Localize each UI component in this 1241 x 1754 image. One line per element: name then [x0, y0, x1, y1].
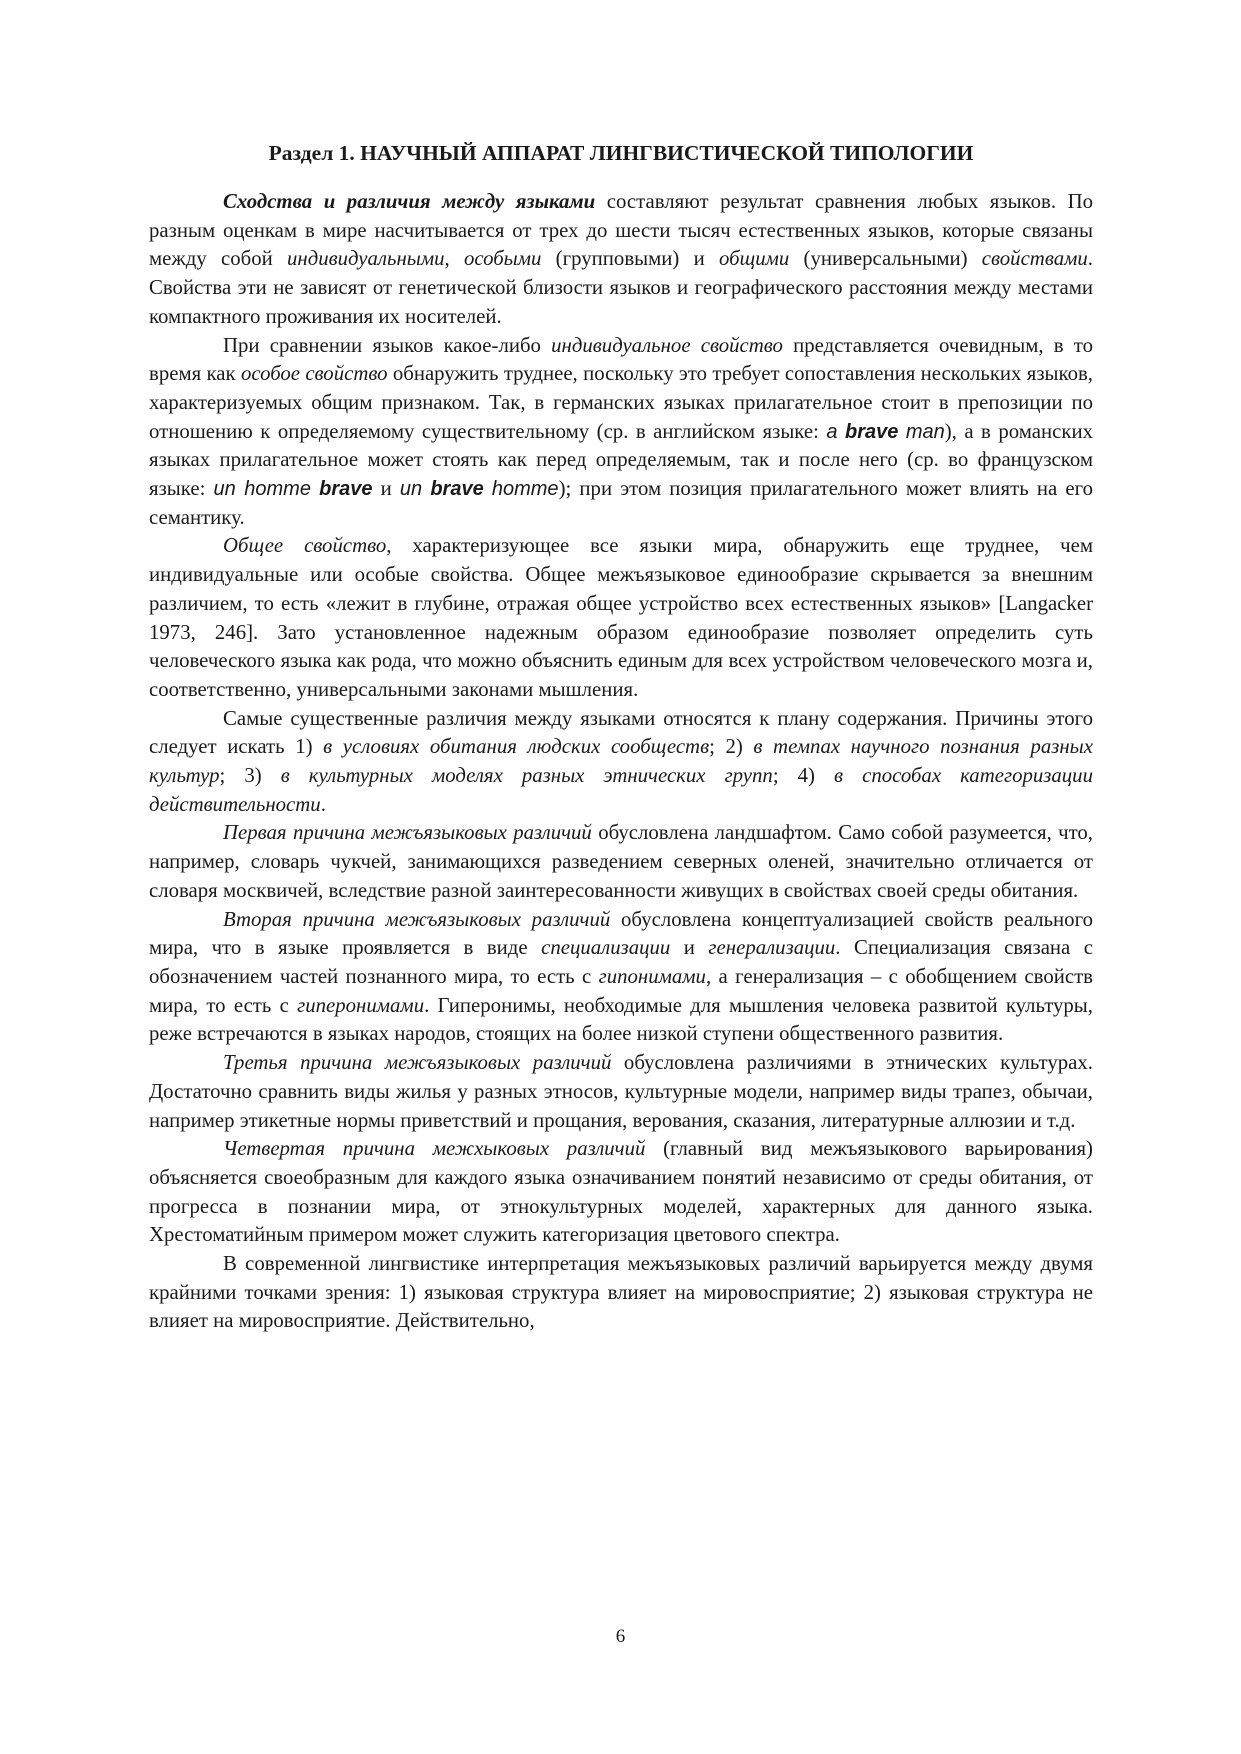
example-word: a — [826, 420, 838, 443]
term-emphasis: Сходства и различия между языками — [223, 190, 596, 213]
document-page — [149, 138, 1093, 1336]
example-word: homme — [491, 478, 559, 501]
paragraph-4: Самые существенные различия между языками относятся к плану содержания. Причины этого следует искать 1) в условиях обитания людских сообществ; 2) в темпах научного познания разных культур; 3) в культурных моделях разных этнических групп; 4) в способах категоризации действительности. — [149, 706, 1093, 816]
section-heading: Раздел 1. НАУЧНЫЙ АППАРАТ ЛИНГВИСТИЧЕСКОЙ ТИПОЛОГИИ — [268, 141, 974, 165]
example-word: un homme — [213, 478, 311, 501]
example-word-bold: brave — [844, 420, 899, 443]
example-word: man — [905, 420, 945, 443]
paragraph-2: При сравнении языков какое-либо индивидуальное свойство представляется очевидным, в то время как особое свойство обнаружить труднее, поскольку это требует сопоставления нескольких языков, характеризуемых общим признаком. Так, в германских языках прилагательное стоит в препозиции по отношению к определяемому существительному (ср. в английском языке: a brave man), а в романских языках прилагательное может стоять как перед определяемым, так и после него (ср. во французском языке: un homme brave и un brave homme); при этом позиция прилагательного может влиять на его семантику. — [149, 333, 1094, 529]
paragraph-9: В современной лингвистике интерпретация межъязыковых различий варьируется между двумя крайними точками зрения: 1) языковая структура влияет на мировосприятие; 2) языковая структура не влияет на мировосприятие. Действительно, — [149, 1252, 1093, 1333]
page-number: 6 — [615, 1626, 626, 1647]
example-word-bold: brave — [319, 478, 373, 501]
paragraph-5: Первая причина межъязыковых различий обусловлена ландшафтом. Само собой разумеется, что, например, словарь чукчей, занимающихся разведением северных оленей, значительно отличается от словаря москвичей, вследствие разной заинтересованности живущих в свойствах своей среды обитания. — [149, 821, 1093, 902]
paragraph-1: Сходства и различия между языками составляют результат сравнения любых языков. По разным оценкам в мире насчитывается от трех до шести тысяч естественных языков, которые связаны между собой индивидуальными, особыми (групповыми) и общими (универсальными) свойствами. Свойства эти не зависят от генетической близости языков и географического расстояния между местами компактного проживания их носителей. — [149, 190, 1093, 328]
paragraph-8: Четвертая причина межхыковых различий (главный вид межъязыкового варьирования) объясняется своеобразным для каждого языка означиванием понятий независимо от среды обитания, от прогресса в познании мира, от этнокультурных моделей, характерных для данного языка. Хрестоматийным примером может служить категоризация цветового спектра. — [149, 1137, 1093, 1247]
example-word-bold: brave — [430, 478, 484, 501]
paragraph-7: Третья причина межъязыковых различий обусловлена различиями в этнических культурах. Достаточно сравнить виды жилья у разных этносов, культурные модели, например виды трапез, обычаи, например этикетные нормы приветствий и прощания, верования, сказания, литературные аллюзии и т.д. — [149, 1051, 1093, 1132]
paragraph-3: Общее свойство, характеризующее все языки мира, обнаружить еще труднее, чем индивидуальные или особые свойства. Общее межъязыковое единообразие скрывается за внешним различием, то есть «лежит в глубине, отражая общее устройство всех естественных языков» [Langacker 1973, 246]. Зато установленное надежным образом единообразие позволяет определить суть человеческого языка как рода, что можно объяснить единым для всех устройством человеческого мозга и, соответственно, универсальными законами мышления. — [149, 534, 1093, 701]
paragraph-6: Вторая причина межъязыковых различий обусловлена концептуализацией свойств реального мира, что в языке проявляется в виде специализации и генерализации. Специализация связана с обозначением частей познанного мира, то есть с гипонимами, а генерализация – с обобщением свойств мира, то есть с гиперонимами. Гиперонимы, необходимые для мышления человека развитой культуры, реже встречаются в языках народов, стоящих на более низкой ступени общественного развития. — [149, 907, 1094, 1046]
example-word: un — [399, 478, 423, 501]
